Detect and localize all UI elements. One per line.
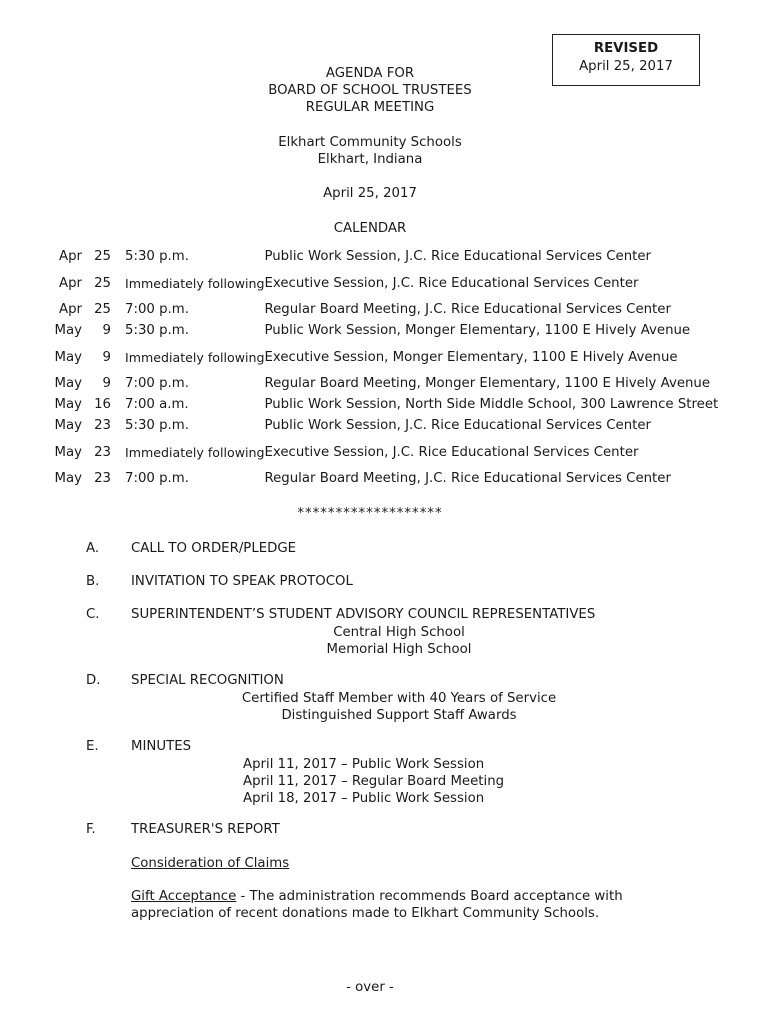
- cal-month: May: [54, 471, 82, 486]
- cal-month: May: [54, 349, 82, 365]
- item-title: INVITATION TO SPEAK PROTOCOL: [131, 574, 353, 589]
- calendar-row: [48, 299, 718, 320]
- cal-time: Immediately following: [125, 275, 265, 291]
- cal-event: Regular Board Meeting, J.C. Rice Educational Services Center: [264, 471, 671, 486]
- cal-time: 7:00 p.m.: [125, 376, 189, 391]
- cal-time: Immediately following: [125, 349, 265, 365]
- cal-day: 9: [102, 323, 111, 338]
- cal-event: Regular Board Meeting, J.C. Rice Educational Services Center: [264, 302, 671, 317]
- calendar-row: [48, 246, 718, 267]
- gift-acceptance-text: - The administration recommends Board acceptance with appreciation of recent donations made to Elkhart Community Schools.: [131, 889, 623, 921]
- item-e-sub3: April 18, 2017 – Public Work Session: [243, 791, 485, 806]
- cal-time: 5:30 p.m.: [125, 249, 189, 264]
- calendar-row: [48, 341, 718, 373]
- agenda-header: [0, 65, 740, 116]
- item-c-sub1: Central High School: [333, 625, 465, 640]
- revised-date: April 25, 2017: [579, 59, 673, 74]
- item-letter: F.: [86, 822, 96, 837]
- header-line2: BOARD OF SCHOOL TRUSTEES: [268, 83, 472, 98]
- cal-day: 23: [94, 471, 111, 486]
- item-d-sub2: Distinguished Support Staff Awards: [281, 708, 517, 723]
- cal-month: Apr: [58, 249, 82, 264]
- cal-time: 7:00 a.m.: [125, 397, 189, 412]
- meeting-date: April 25, 2017: [323, 186, 417, 201]
- cal-event: Public Work Session, J.C. Rice Educational Services Center: [264, 249, 651, 264]
- cal-day: 23: [94, 418, 111, 433]
- item-d-sub1: Certified Staff Member with 40 Years of Service: [241, 691, 557, 706]
- cal-month: Apr: [58, 275, 82, 291]
- organization-block: [0, 134, 740, 168]
- cal-month: May: [54, 376, 82, 391]
- item-title: TREASURER'S REPORT: [131, 822, 280, 837]
- cal-day: 16: [94, 397, 111, 412]
- cal-month: Apr: [58, 302, 82, 317]
- cal-time: 7:00 p.m.: [125, 302, 189, 317]
- section-separator: *******************: [297, 506, 443, 521]
- cal-event: Executive Session, J.C. Rice Educational Services Center: [264, 444, 639, 460]
- cal-day: 25: [94, 275, 111, 291]
- cal-time: Immediately following: [125, 444, 265, 460]
- item-letter: B.: [86, 574, 100, 589]
- item-e-sub1: April 11, 2017 – Public Work Session: [243, 757, 485, 772]
- header-line3: REGULAR MEETING: [305, 100, 435, 115]
- cal-day: 25: [94, 249, 111, 264]
- item-letter: D.: [86, 673, 101, 688]
- header-line1: AGENDA FOR: [325, 66, 415, 81]
- calendar-row: [48, 373, 718, 394]
- calendar-row: [48, 394, 718, 415]
- org-location: Elkhart, Indiana: [317, 152, 423, 167]
- cal-day: 9: [102, 349, 111, 365]
- cal-time: 5:30 p.m.: [125, 418, 189, 433]
- revised-label: REVISED: [593, 41, 659, 56]
- consideration-of-claims: Consideration of Claims: [131, 856, 290, 871]
- cal-month: May: [54, 323, 82, 338]
- cal-day: 25: [94, 302, 111, 317]
- cal-day: 23: [94, 444, 111, 460]
- item-letter: C.: [86, 607, 100, 622]
- item-letter: E.: [86, 739, 99, 754]
- calendar-row: [48, 436, 718, 468]
- cal-time: 5:30 p.m.: [125, 323, 189, 338]
- cal-day: 9: [102, 376, 111, 391]
- org-name: Elkhart Community Schools: [278, 135, 462, 150]
- item-title: CALL TO ORDER/PLEDGE: [131, 541, 297, 556]
- cal-event: Executive Session, J.C. Rice Educational Services Center: [264, 275, 639, 291]
- cal-time: 7:00 p.m.: [125, 471, 189, 486]
- gift-acceptance-paragraph: [131, 888, 651, 922]
- item-title: MINUTES: [131, 739, 192, 754]
- item-letter: A.: [86, 541, 100, 556]
- cal-event: Public Work Session, Monger Elementary, 1100 E Hively Avenue: [264, 323, 691, 338]
- cal-event: Public Work Session, J.C. Rice Educational Services Center: [264, 418, 651, 433]
- calendar-row: [48, 320, 718, 341]
- calendar-table: [48, 246, 718, 489]
- page-footer: - over -: [346, 980, 394, 995]
- cal-month: May: [54, 397, 82, 412]
- cal-event: Executive Session, Monger Elementary, 1100 E Hively Avenue: [264, 349, 678, 365]
- cal-month: May: [54, 418, 82, 433]
- calendar-row: [48, 468, 718, 489]
- calendar-row: [48, 267, 718, 299]
- cal-month: May: [54, 444, 82, 460]
- calendar-row: [48, 415, 718, 436]
- cal-event: Public Work Session, North Side Middle School, 300 Lawrence Street: [264, 397, 719, 412]
- cal-event: Regular Board Meeting, Monger Elementary, 1100 E Hively Avenue: [264, 376, 711, 391]
- item-title: SPECIAL RECOGNITION: [131, 673, 284, 688]
- calendar-title: CALENDAR: [333, 221, 407, 236]
- item-e-sub2: April 11, 2017 – Regular Board Meeting: [243, 774, 505, 789]
- item-title: SUPERINTENDENT’S STUDENT ADVISORY COUNCIL REPRESENTATIVES: [131, 607, 596, 622]
- gift-acceptance-label: Gift Acceptance: [131, 889, 237, 904]
- item-c-sub2: Memorial High School: [326, 642, 472, 657]
